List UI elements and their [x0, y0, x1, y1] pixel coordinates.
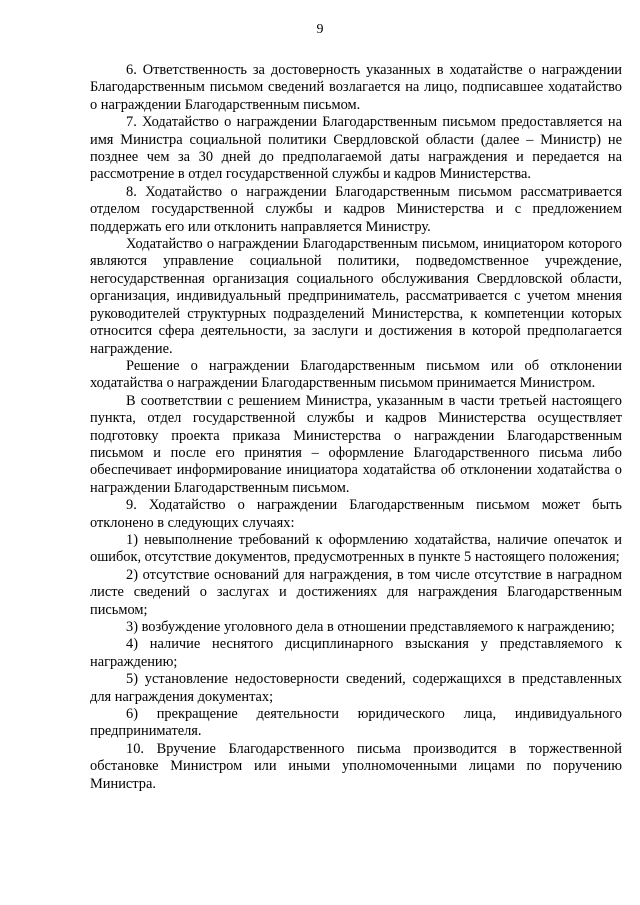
paragraph-8-initiator-opinion: Ходатайство о награждении Благодарственным письмом, инициатором которого являются управление социальной политики, подведомственное учреждение, негосударственная организация социального обслуживания Свердловской области, организация, индивидуальный предприниматель, рассматривается с учетом мнения руководителей структурных подразделений Министерства, к компетенции которых относится сфера деятельности, за заслуги и достижения в которой предполагается награждение.: [90, 236, 622, 357]
paragraph-7-submission: 7. Ходатайство о награждении Благодарственным письмом предоставляется на имя Министра социальной политики Свердловской области (далее – Министр) не позднее чем за 30 дней до предполагаемой даты награждения и передается на рассмотрение в отдел государственной службы и кадров Министерства.: [90, 114, 622, 183]
list-item-2: 2) отсутствие оснований для награждения, в том числе отсутствие в наградном листе сведений о заслугах и достижениях для награждения Благодарственным письмом;: [90, 566, 622, 618]
list-item-4: 4) наличие неснятого дисциплинарного взыскания у представляемого к награждению;: [90, 636, 622, 670]
list-item-1: 1) невыполнение требований к оформлению ходатайства, наличие опечаток и ошибок, отсутствие документов, предусмотренных в пункте 5 настоящего положения;: [90, 531, 622, 566]
paragraph-6-responsibility: 6. Ответственность за достоверность указанных в ходатайстве о награждении Благодарственным письмом сведений возлагается на лицо, подписавшее ходатайство о награждении Благодарственным письмом.: [90, 62, 622, 113]
paragraph-10-presentation: 10. Вручение Благодарственного письма производится в торжественной обстановке Министром или иными уполномоченными лицами по поручению Министра.: [90, 740, 622, 792]
page-number: 9: [316, 22, 324, 37]
paragraph-8-review: 8. Ходатайство о награждении Благодарственным письмом рассматривается отделом государственной службы и кадров Министерства и с предложением поддержать его или отклонить направляется Министру.: [90, 183, 622, 235]
document-body: [90, 62, 622, 793]
list-item-5: 5) установление недостоверности сведений, содержащихся в представленных для награждения документах;: [90, 671, 622, 705]
paragraph-8-order-preparation: В соответствии с решением Министра, указанным в части третьей настоящего пункта, отдел государственной службы и кадров Министерства осуществляет подготовку проекта приказа Министерства о награждении Благодарственным письмом и после его принятия – оформление Благодарственного письма либо обеспечивает информирование инициатора ходатайства об отклонении ходатайства о награждении Благодарственным письмом.: [90, 392, 622, 496]
paragraph-9-rejection-cases: 9. Ходатайство о награждении Благодарственным письмом может быть отклонено в следующих случаях:: [90, 497, 622, 531]
paragraph-8-decision: Решение о награждении Благодарственным письмом или об отклонении ходатайства о награждении Благодарственным письмом принимается Министром.: [90, 357, 622, 392]
list-item-6: 6) прекращение деятельности юридического лица, индивидуального предпринимателя.: [90, 706, 622, 740]
list-item-3: 3) возбуждение уголовного дела в отношении представляемого к награждению;: [126, 619, 615, 635]
